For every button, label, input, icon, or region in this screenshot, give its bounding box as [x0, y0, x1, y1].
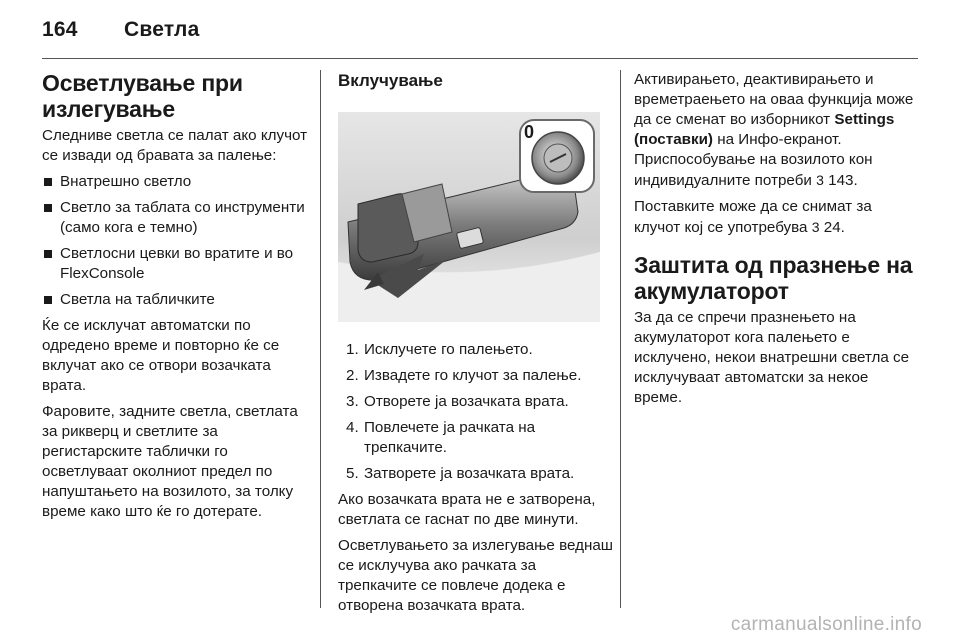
figure-label: 0 — [524, 122, 535, 142]
bullet-square-icon — [44, 204, 52, 212]
page-number: 164 — [42, 18, 78, 41]
watermark: carmanualsonline.info — [730, 614, 922, 635]
column-3 — [634, 70, 920, 414]
paragraph: За да се спречи празнењето на акумулаторот кога палењето е исклучено, некои внатрешни светла се исклучуваат автоматски за некое време. — [634, 309, 910, 406]
section-heading-battery-protection: Заштита од празнење на акумулаторот — [634, 252, 913, 304]
list-item: Светла на табличките — [42, 290, 312, 310]
paragraph: Ќе се исклучат автоматски по одредено време и повторно ќе се вклучат ако се отвори возачката врата. — [42, 317, 280, 394]
list-item: Светло за таблата со инструменти (само кога е темно) — [42, 198, 312, 238]
list-item: Внатрешно светло — [42, 172, 312, 192]
column-divider — [620, 70, 621, 608]
list-item: 4. Повлечете ја рачката на трепкачите. — [346, 419, 536, 456]
bullet-square-icon — [44, 296, 52, 304]
column-2 — [338, 70, 614, 622]
page-reference[interactable]: 24. — [823, 219, 845, 236]
settings-menu-name: Settings (поставки) — [634, 111, 895, 148]
paragraph: Активирањето, деактивирањето и времетраењето на оваа функција може да се сменат во изборникот Settings (поставки) на Инфо-екранот. Приспособување на возилото кон индивидуалните потреби 3 143. — [634, 71, 914, 189]
paragraph: Осветлувањето за излегување веднаш се исклучува ако рачката за трепкачите се повлече додека е отворена возачката врата. — [338, 537, 613, 614]
paragraph: Фаровите, задните светла, светлата за рикверц и светлите за регистарските таблички го осветлуваат околниот предел по напуштањето на возилото, за толку време како што ќе го дотерате. — [42, 403, 298, 520]
list-item: 2. Извадете го клучот за палење. — [346, 367, 582, 384]
bullet-square-icon — [44, 178, 52, 186]
page-reference-icon: 3 — [816, 172, 824, 188]
page-reference-icon: 3 — [811, 219, 820, 235]
list-item: 5. Затворете ја возачката врата. — [346, 465, 575, 482]
steps-list — [338, 340, 614, 484]
paragraph: Ако возачката врата не е затворена, светлата се гаснат по две минути. — [338, 491, 596, 528]
list-item: 3. Отворете ја возачката врата. — [346, 393, 569, 410]
list-item: Светлосни цевки во вратите и во FlexConsole — [42, 244, 312, 284]
chapter-title: Светла — [124, 18, 200, 41]
column-divider — [320, 70, 321, 608]
intro-text: Следниве светла се палат ако клучот се извади од бравата за палење: — [42, 127, 308, 164]
bullet-list — [42, 172, 312, 310]
bullet-square-icon — [44, 250, 52, 258]
header-rule — [42, 58, 918, 59]
turn-signal-lever-figure — [338, 112, 600, 322]
list-item: 1. Исклучете го палењето. — [346, 341, 533, 358]
section-heading-activation: Вклучување — [338, 71, 443, 90]
column-1 — [42, 70, 312, 528]
paragraph: Поставките може да се снимат за клучот кој се употребува 3 24. — [634, 198, 872, 236]
page-header — [42, 18, 199, 42]
page-reference[interactable]: 143. — [828, 172, 858, 189]
section-heading-exit-lighting: Осветлување при излегување — [42, 70, 243, 122]
